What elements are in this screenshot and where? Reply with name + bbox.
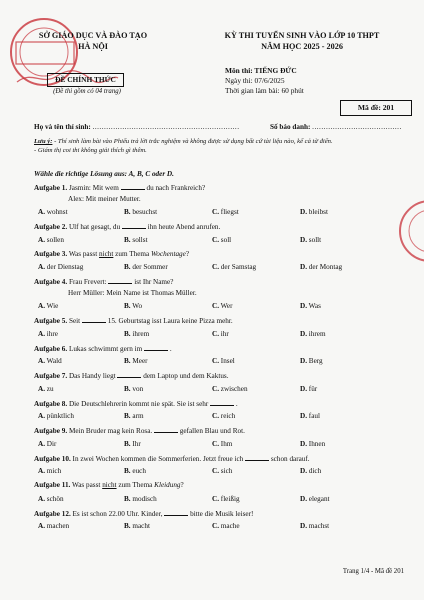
option-d — [300, 357, 323, 365]
option-text: Insel — [220, 357, 235, 365]
option-letter: D. — [300, 329, 307, 338]
option-text: besuchst — [132, 208, 158, 216]
department-line2: HÀ NỘI — [78, 42, 108, 51]
option-text: machen — [46, 522, 70, 530]
note-line1: - Thí sinh làm bài vào Phiếu trả lời trắc nghiệm và không được sử dụng bất cứ tài liệu nào, kể cả từ điển. — [54, 138, 333, 145]
candidate-name-label: Họ và tên thí sinh: — [34, 123, 91, 131]
option-b — [124, 385, 143, 393]
option-d — [300, 236, 321, 244]
option-text: für — [308, 384, 318, 393]
question-text: In zwei Wochen kommen die Sommerferien. Jetzt freue ich — [72, 454, 244, 463]
option-letter: B. — [124, 235, 131, 244]
option-text: fleißig — [220, 494, 240, 503]
option-b — [124, 330, 149, 338]
subject: Môn thi: TIẾNG ĐỨC — [225, 66, 297, 75]
question-text: Was passt — [72, 481, 101, 489]
option-text: Ihr — [132, 439, 141, 448]
option-letter: B. — [124, 494, 131, 503]
question-text: Mein Bruder mag kein Rosa. — [68, 427, 153, 435]
option-letter: C. — [212, 439, 219, 448]
option-d — [300, 208, 328, 216]
option-letter: C. — [212, 522, 219, 530]
option-a — [38, 357, 62, 365]
option-letter: C. — [212, 329, 219, 338]
option-text: Wo — [132, 302, 143, 310]
side-seal — [396, 196, 424, 266]
option-letter: D. — [300, 439, 307, 448]
option-letter: C. — [212, 263, 219, 271]
option-a — [38, 208, 68, 216]
question-text: bitte die Musik leiser! — [190, 509, 254, 518]
option-letter: B. — [124, 302, 131, 310]
question-text: Das Handy liegt — [68, 372, 116, 380]
question-text: . — [169, 344, 172, 353]
option-letter: A. — [38, 439, 45, 448]
exam-header — [180, 30, 424, 52]
question-text: 15. Geburtstag isst Laura keine Pizza mehr. — [107, 317, 233, 325]
option-c — [212, 467, 232, 475]
question-emphasis: nicht — [102, 481, 117, 489]
question-text: Ulf hat gesagt, du — [68, 223, 121, 231]
option-text: sollt — [308, 235, 322, 244]
instruction: Wähle die richtige Lösung aus: A, B, C oder D. — [34, 170, 174, 178]
option-text: Meer — [132, 357, 148, 365]
department-header — [8, 30, 178, 52]
option-letter: A. — [38, 329, 45, 338]
option-c — [212, 440, 232, 448]
option-letter: D. — [300, 208, 307, 216]
question-label: Aufgabe 3. — [34, 249, 68, 258]
option-c — [212, 412, 235, 420]
option-text: mich — [46, 467, 62, 475]
question-label: Aufgabe 2. — [34, 223, 68, 231]
option-c — [212, 208, 239, 216]
option-a — [38, 440, 56, 448]
question-text: ? — [180, 481, 184, 489]
question-topic: Kleidung — [154, 481, 181, 489]
question-label: Aufgabe 10. — [34, 454, 71, 463]
option-text: reich — [220, 412, 236, 420]
option-a — [38, 263, 83, 271]
option-letter: D. — [300, 412, 307, 420]
answer-blank — [117, 371, 141, 378]
option-text: modisch — [132, 494, 157, 503]
option-letter: A. — [38, 357, 45, 365]
option-text: zwischen — [220, 384, 248, 393]
question-11 — [34, 481, 184, 490]
option-text: der Sommer — [132, 263, 168, 271]
option-text: elegant — [308, 494, 330, 503]
option-a — [38, 302, 58, 310]
option-letter: C. — [212, 384, 219, 393]
question-text: du nach Frankreich? — [146, 184, 206, 192]
option-letter: A. — [38, 263, 45, 271]
option-a — [38, 522, 69, 530]
question-2 — [34, 222, 220, 232]
option-letter: B. — [124, 263, 131, 271]
question-text: schon darauf. — [270, 454, 310, 463]
option-text: sich — [220, 467, 233, 475]
question-9 — [34, 426, 245, 436]
question-8 — [34, 399, 238, 409]
candidate-number-label: Số báo danh: — [270, 123, 311, 131]
option-letter: B. — [124, 467, 131, 475]
question-label: Aufgabe 4. — [34, 278, 68, 286]
option-text: mache — [220, 522, 240, 530]
option-letter: B. — [124, 357, 131, 365]
option-text: Ihm — [220, 439, 233, 448]
option-a — [38, 467, 61, 475]
question-label: Aufgabe 5. — [34, 317, 68, 325]
question-text: Frau Frevert: — [68, 278, 107, 286]
option-letter: D. — [300, 235, 307, 244]
exam-code: Mã đề: 201 — [340, 100, 412, 116]
option-letter: B. — [124, 522, 131, 530]
answer-blank — [82, 316, 106, 323]
option-text: von — [132, 384, 144, 393]
question-label: Aufgabe 11. — [34, 481, 71, 489]
question-6 — [34, 344, 172, 354]
option-text: faul — [308, 412, 320, 420]
option-text: dich — [308, 467, 322, 475]
question-4 — [34, 277, 173, 287]
question-text: zum Thema — [118, 481, 153, 489]
question-7 — [34, 371, 229, 381]
option-text: euch — [132, 467, 146, 475]
option-b — [124, 357, 148, 365]
question-text: Es ist schon 22.00 Uhr. Kinder, — [72, 509, 163, 518]
option-a — [38, 385, 54, 393]
answer-blank — [154, 426, 178, 433]
option-d — [300, 412, 320, 420]
option-d — [300, 263, 342, 271]
question-text: . — [235, 399, 238, 408]
question-5 — [34, 316, 233, 326]
question-text: dem Laptop und dem Kaktus. — [143, 372, 229, 380]
option-b — [124, 263, 168, 271]
question-text: ist Ihr Name? — [134, 278, 174, 286]
option-letter: D. — [300, 384, 307, 393]
question-label: Aufgabe 1. — [34, 184, 68, 192]
option-letter: C. — [212, 467, 219, 475]
option-letter: A. — [38, 302, 45, 310]
option-c — [212, 236, 231, 244]
option-c — [212, 330, 229, 338]
option-letter: C. — [212, 357, 219, 365]
option-b — [124, 208, 157, 216]
question-label: Aufgabe 7. — [34, 372, 68, 380]
option-text: sollen — [46, 235, 64, 244]
option-d — [300, 495, 330, 503]
option-letter: A. — [38, 522, 45, 530]
answer-blank — [144, 344, 168, 351]
question-text: Jasmin: Mit wem — [68, 184, 119, 192]
question-10 — [34, 454, 310, 464]
option-a — [38, 495, 64, 503]
option-b — [124, 440, 141, 448]
option-b — [124, 495, 157, 503]
option-text: Wald — [46, 357, 62, 365]
answer-blank — [164, 509, 188, 516]
option-text: sollst — [132, 235, 148, 244]
question-12 — [34, 509, 253, 519]
candidate-name-field — [34, 123, 240, 131]
question-text: Seit — [68, 317, 81, 325]
question-label: Aufgabe 8. — [34, 399, 68, 408]
option-text: ihr — [220, 329, 229, 338]
option-a — [38, 236, 64, 244]
option-b — [124, 467, 146, 475]
question-label: Aufgabe 12. — [34, 509, 71, 518]
question-1 — [34, 183, 205, 193]
department-line1: SỞ GIÁO DỤC VÀ ĐÀO TẠO — [38, 31, 148, 40]
option-text: bleibst — [308, 208, 328, 216]
option-c — [212, 495, 240, 503]
official-label: ĐỀ CHÍNH THỨC — [47, 73, 124, 87]
option-text: Berg — [308, 357, 323, 365]
question-text: zum Thema — [115, 249, 150, 258]
option-letter: A. — [38, 384, 45, 393]
answer-blank — [245, 454, 269, 461]
option-letter: C. — [212, 235, 219, 244]
option-text: Was — [308, 302, 321, 310]
option-d — [300, 385, 317, 393]
answer-blank — [121, 183, 145, 190]
option-a — [38, 412, 74, 420]
option-text: Wie — [46, 302, 59, 310]
option-a — [38, 330, 58, 338]
question-text: ? — [185, 249, 190, 258]
option-text: Dir — [46, 439, 57, 448]
option-text: pünktlich — [46, 412, 74, 420]
option-letter: A. — [38, 494, 45, 503]
answer-blank — [210, 399, 234, 406]
answer-blank — [108, 277, 132, 284]
question-emphasis: nicht — [99, 249, 114, 258]
question-label: Aufgabe 6. — [34, 344, 68, 353]
option-text: der Montag — [308, 263, 343, 271]
option-text: fliegst — [220, 208, 239, 216]
question-text: gefallen Blau und Rot. — [179, 427, 245, 435]
exam-note — [34, 137, 404, 155]
option-d — [300, 522, 329, 530]
candidate-number-dots: ....................................... — [312, 123, 402, 131]
option-letter: A. — [38, 412, 45, 420]
option-d — [300, 440, 325, 448]
question-text: ihn heute Abend anrufen. — [147, 223, 221, 231]
exam-duration: Thời gian làm bài: 60 phút — [225, 86, 304, 95]
option-text: ihre — [46, 329, 58, 338]
option-letter: A. — [38, 208, 45, 216]
option-letter: B. — [124, 384, 131, 393]
option-text: Ihnen — [308, 439, 326, 448]
option-c — [212, 385, 248, 393]
answer-blank — [122, 222, 146, 229]
option-text: schön — [46, 494, 64, 503]
option-text: ihrem — [132, 329, 150, 338]
option-letter: D. — [300, 522, 307, 530]
option-d — [300, 330, 326, 338]
option-letter: B. — [124, 329, 131, 338]
candidate-name-dots: ................................................................ — [92, 123, 240, 131]
option-text: wohnst — [46, 208, 68, 216]
candidate-number-field — [270, 123, 402, 131]
question-text: Was passt — [68, 249, 98, 258]
option-letter: C. — [212, 494, 219, 503]
question-topic: Wochentage — [150, 249, 186, 258]
option-letter: B. — [124, 208, 131, 216]
option-letter: C. — [212, 412, 219, 420]
option-text: soll — [220, 235, 232, 244]
option-text: zu — [46, 384, 54, 393]
option-text: der Samstag — [220, 263, 257, 271]
option-c — [212, 263, 256, 271]
page-footer: Trang 1/4 - Mã đề 201 — [342, 568, 404, 575]
option-d — [300, 467, 321, 475]
option-b — [124, 522, 150, 530]
option-text: arm — [132, 412, 144, 420]
option-letter: D. — [300, 263, 307, 271]
option-letter: D. — [300, 494, 307, 503]
option-c — [212, 357, 235, 365]
option-text: der Dienstag — [46, 263, 84, 271]
question-dialogue: Alex: Mit meiner Mutter. — [68, 194, 141, 203]
exam-date: Ngày thi: 07/6/2025 — [225, 76, 285, 85]
exam-year: NĂM HỌC 2025 - 2026 — [261, 42, 343, 51]
exam-title: KỲ THI TUYỂN SINH VÀO LỚP 10 THPT — [224, 31, 380, 40]
question-text: Die Deutschlehrerin kommt nie spät. Sie ist sehr — [68, 399, 209, 408]
option-letter: A. — [38, 235, 45, 244]
option-d — [300, 302, 321, 310]
note-line2: - Giám thị coi thi không giải thích gì thêm. — [34, 147, 147, 154]
option-letter: D. — [300, 467, 307, 475]
option-b — [124, 236, 148, 244]
question-3 — [34, 250, 189, 259]
option-letter: D. — [300, 302, 307, 310]
option-text: machst — [308, 522, 330, 530]
option-letter: C. — [212, 208, 219, 216]
option-letter: D. — [300, 357, 307, 365]
option-letter: B. — [124, 439, 131, 448]
option-b — [124, 302, 142, 310]
pages-note: (Đề thi gồm có 04 trang) — [53, 88, 121, 95]
option-text: ihrem — [308, 329, 326, 338]
option-text: macht — [132, 522, 150, 530]
option-b — [124, 412, 144, 420]
option-letter: A. — [38, 467, 45, 475]
note-label: Lưu ý: — [34, 138, 53, 145]
question-dialogue: Herr Müller: Mein Name ist Thomas Müller. — [68, 288, 197, 297]
option-text: Wer — [220, 302, 233, 310]
option-letter: B. — [124, 412, 131, 420]
question-text: Lukas schwimmt gern im — [68, 344, 143, 353]
option-c — [212, 302, 232, 310]
option-c — [212, 522, 240, 530]
question-label: Aufgabe 9. — [34, 427, 68, 435]
option-letter: C. — [212, 302, 219, 310]
